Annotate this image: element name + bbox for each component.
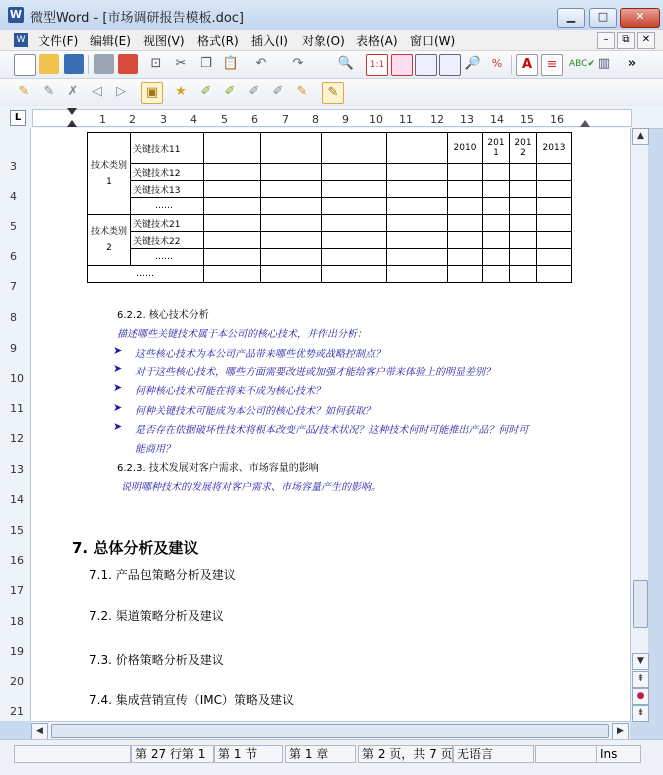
table-cell[interactable]: [448, 215, 483, 232]
menu-table[interactable]: 表格(A): [356, 34, 398, 48]
table-cell[interactable]: [204, 133, 261, 164]
table-cell[interactable]: [510, 164, 537, 181]
table-cell[interactable]: [483, 232, 510, 249]
table-cell[interactable]: [387, 232, 448, 249]
table-cell[interactable]: [448, 198, 483, 215]
insert-field-icon[interactable]: [391, 54, 413, 76]
word-app-icon[interactable]: W: [9, 8, 23, 21]
table-cell[interactable]: [131, 232, 204, 249]
ruler-number: 6: [251, 113, 258, 126]
table-cell[interactable]: [483, 133, 510, 164]
vruler-number: 9: [10, 342, 17, 355]
bullet-icon: ➤: [113, 362, 123, 375]
heading-7-3: 7.3. 价格策略分析及建议: [89, 653, 224, 667]
year-label: 2010: [453, 143, 477, 153]
row-label: 关键技术11: [133, 144, 181, 155]
vruler-number: 5: [10, 220, 17, 233]
standard-toolbar: [0, 51, 663, 79]
scroll-left-button[interactable]: ◀: [31, 723, 48, 740]
menu-object[interactable]: 对象(O): [302, 34, 345, 48]
table-cell[interactable]: [322, 215, 387, 232]
table-cell[interactable]: [510, 198, 537, 215]
doc-icon[interactable]: W: [14, 33, 28, 47]
menu-bar: [0, 30, 663, 51]
row-label: ……: [136, 269, 154, 279]
table-cell[interactable]: [204, 249, 261, 266]
table-cell[interactable]: [261, 232, 322, 249]
table-cell[interactable]: [387, 266, 448, 283]
heading-7: 7. 总体分析及建议: [72, 539, 199, 557]
horizontal-ruler[interactable]: [32, 109, 632, 127]
table-cell[interactable]: [537, 266, 572, 283]
table-cell[interactable]: [483, 181, 510, 198]
spell-check-icon[interactable]: ABC✔: [569, 59, 595, 69]
text-box-icon[interactable]: [415, 54, 437, 76]
format-painter-icon[interactable]: ≡: [541, 54, 563, 76]
prev-icon[interactable]: ◁: [92, 84, 102, 99]
undo-icon[interactable]: ↶: [255, 56, 267, 71]
vruler-number: 20: [10, 675, 24, 688]
vruler-number: 6: [10, 250, 17, 263]
vertical-scrollbar[interactable]: [630, 128, 648, 721]
table-cell[interactable]: [131, 164, 204, 181]
maximize-button[interactable]: □: [589, 8, 617, 28]
heading-7-4: 7.4. 集成营销宣传（IMC）策略及建议: [89, 693, 294, 707]
print-icon[interactable]: [94, 54, 114, 74]
review-icon[interactable]: ✎: [296, 84, 308, 99]
ruler-icon[interactable]: ⊡: [150, 56, 162, 71]
table-row: [88, 232, 572, 249]
window-title: 微型Word - [市场调研报告模板.doc]: [30, 11, 244, 26]
open-folder-icon[interactable]: [39, 54, 59, 74]
bullet-text: 这些核心技术为本公司产品带来哪些优势或战略控制点？: [135, 349, 385, 360]
table-cell[interactable]: [131, 249, 204, 266]
first-indent-marker[interactable]: [67, 108, 77, 115]
row-label: 关键技术21: [133, 219, 181, 230]
table-cell[interactable]: [131, 198, 204, 215]
year-label: 2012: [514, 138, 532, 158]
table-cell[interactable]: [204, 181, 261, 198]
table-cell[interactable]: [322, 133, 387, 164]
menu-file[interactable]: 文件(F): [38, 34, 79, 48]
table-cell[interactable]: [88, 215, 131, 266]
paragraph-text: 描述哪些关键技术属于本公司的核心技术，并作出分析：: [117, 329, 367, 340]
table-cell[interactable]: [261, 266, 322, 283]
row-label: ……: [155, 201, 173, 211]
toolbar-separator: [511, 55, 512, 74]
title-bar: [0, 0, 663, 31]
browse-object-button[interactable]: ●: [632, 688, 649, 705]
ruler-number: 16: [550, 113, 564, 126]
edit-icon[interactable]: ✎: [43, 84, 55, 99]
vruler-number: 4: [10, 190, 17, 203]
ruler-number: 3: [160, 113, 167, 126]
horizontal-scrollbar[interactable]: [31, 721, 630, 739]
table-cell[interactable]: [131, 215, 204, 232]
ruler-number: 5: [221, 113, 228, 126]
table-cell[interactable]: [387, 215, 448, 232]
table-cell[interactable]: [387, 181, 448, 198]
table-cell[interactable]: [448, 164, 483, 181]
menu-insert[interactable]: 插入(I): [251, 34, 288, 48]
mark2-icon[interactable]: ✐: [224, 84, 236, 99]
table-cell[interactable]: [322, 181, 387, 198]
doc-restore-button[interactable]: ⧉: [617, 32, 635, 49]
table-cell[interactable]: [322, 198, 387, 215]
columns-icon[interactable]: [439, 54, 461, 76]
paragraph-text: 说明哪种技术的发展将对客户需求、市场容量产生的影响。: [121, 482, 381, 493]
prev-page-button[interactable]: ⇞: [632, 671, 649, 688]
table-cell[interactable]: [448, 232, 483, 249]
status-bar: [0, 739, 663, 775]
ruler-bar: [0, 106, 663, 129]
row-label: 关键技术13: [133, 185, 181, 196]
table-row: [88, 266, 572, 283]
table-cell[interactable]: [261, 164, 322, 181]
year-label: 2011: [487, 138, 505, 158]
heading-6-2-3: 6.2.3. 技术发展对客户需求、市场容量的影响: [117, 463, 319, 474]
font-color-icon[interactable]: A: [516, 54, 538, 76]
table-cell[interactable]: [510, 266, 537, 283]
menu-format[interactable]: 格式(R): [197, 34, 239, 48]
vruler-number: 21: [10, 705, 24, 718]
paste-icon[interactable]: 📋: [222, 56, 240, 71]
bullet-text-continued: 能商用？: [135, 444, 175, 455]
pdf-icon[interactable]: [118, 54, 138, 74]
ruler-number: 1: [99, 113, 106, 126]
bullet-text: 对于这些核心技术，哪些方面需要改进或加强才能给客户带来体验上的明显差别？: [135, 367, 495, 378]
table-cell[interactable]: [537, 164, 572, 181]
table-cell[interactable]: [387, 249, 448, 266]
find-icon[interactable]: 🔍: [337, 56, 355, 71]
table-row: [88, 181, 572, 198]
table-cell[interactable]: [261, 133, 322, 164]
table-cell[interactable]: [204, 215, 261, 232]
table-cell[interactable]: [204, 232, 261, 249]
row-label: 关键技术12: [133, 168, 181, 179]
table-cell[interactable]: [322, 232, 387, 249]
table-cell[interactable]: [322, 249, 387, 266]
copy-icon[interactable]: ❐: [200, 56, 212, 71]
more-icon[interactable]: »: [627, 56, 637, 71]
new-doc-icon[interactable]: [14, 54, 36, 76]
bullet-icon: ➤: [113, 401, 123, 414]
table-cell[interactable]: [483, 249, 510, 266]
left-indent-marker[interactable]: [67, 120, 77, 127]
row-label: ……: [155, 252, 173, 262]
vruler-number: 14: [10, 493, 24, 506]
table-cell[interactable]: [322, 266, 387, 283]
table-cell[interactable]: [510, 181, 537, 198]
table-row: [88, 215, 572, 232]
status-insert-mode[interactable]: Ins: [596, 745, 641, 763]
menu-edit[interactable]: 编辑(E): [90, 34, 131, 48]
ruler-number: 14: [490, 113, 504, 126]
table-cell[interactable]: [261, 198, 322, 215]
table-cell[interactable]: [322, 164, 387, 181]
mark4-icon[interactable]: ✐: [272, 84, 284, 99]
track-icon[interactable]: ✎: [18, 84, 30, 99]
status-section: 第 1 节: [214, 745, 283, 763]
clipboard-icon[interactable]: ▣: [141, 82, 163, 104]
review-done-icon[interactable]: ✎: [322, 82, 344, 104]
table-cell[interactable]: [387, 198, 448, 215]
table-cell[interactable]: [537, 198, 572, 215]
ruler-number: 15: [520, 113, 534, 126]
table-cell[interactable]: [448, 181, 483, 198]
bullet-icon: ➤: [113, 381, 123, 394]
doc-minimize-button[interactable]: –: [597, 32, 615, 49]
tech-table[interactable]: [87, 132, 572, 283]
ruler-number: 7: [282, 113, 289, 126]
ruler-number: 10: [369, 113, 383, 126]
table-cell[interactable]: [537, 181, 572, 198]
redo-icon[interactable]: ↷: [292, 56, 304, 71]
ruler-number: 8: [312, 113, 319, 126]
toolbar-separator: [88, 55, 89, 74]
table-cell[interactable]: [537, 232, 572, 249]
vruler-number: 13: [10, 463, 24, 476]
table-cell[interactable]: [483, 215, 510, 232]
zoom-percent-icon[interactable]: %: [491, 57, 503, 70]
table-cell[interactable]: [131, 133, 204, 164]
next-page-button[interactable]: ⇟: [632, 705, 649, 722]
doc-close-button[interactable]: ✕: [637, 32, 655, 49]
page-number-icon[interactable]: 1:1: [366, 54, 388, 76]
highlight-icon[interactable]: ★: [175, 84, 187, 99]
menu-view[interactable]: 视图(V): [143, 34, 185, 48]
table-cell[interactable]: [483, 164, 510, 181]
ruler-number: 4: [190, 113, 197, 126]
vruler-number: 10: [10, 372, 24, 385]
bullet-text: 是否存在依据破坏性技术将根本改变产品/技术状况？这种技术何时可能推出产品？何时可: [135, 425, 529, 436]
scroll-right-button[interactable]: ▶: [612, 723, 629, 740]
group-label: 技术类别1: [90, 160, 127, 187]
bullet-text: 何种核心技术可能在将来不成为核心技术？: [135, 386, 325, 397]
ruler-number: 9: [342, 113, 349, 126]
vruler-number: 3: [10, 160, 17, 173]
table-cell[interactable]: [387, 133, 448, 164]
status-blank: [535, 745, 598, 763]
ruler-number: 13: [460, 113, 474, 126]
table-cell[interactable]: [261, 249, 322, 266]
table-cell[interactable]: [204, 164, 261, 181]
chart-icon[interactable]: ▥: [597, 56, 611, 71]
ruler-number: 12: [430, 113, 444, 126]
vertical-scroll-thumb[interactable]: [633, 580, 648, 628]
vruler-number: 11: [10, 402, 24, 415]
horizontal-scroll-thumb[interactable]: [51, 724, 609, 738]
save-icon[interactable]: [64, 54, 84, 74]
mark-icon[interactable]: ✐: [200, 84, 212, 99]
group-label: 技术类别2: [90, 227, 127, 253]
table-cell[interactable]: [448, 249, 483, 266]
row-label: 关键技术22: [133, 236, 181, 247]
delete-comment-icon[interactable]: ✗: [67, 84, 79, 99]
scroll-down-button[interactable]: ▼: [632, 653, 649, 670]
status-language: 无语言: [453, 745, 534, 763]
table-cell[interactable]: [537, 133, 572, 164]
document-page[interactable]: [31, 128, 630, 721]
table-cell[interactable]: [387, 164, 448, 181]
vruler-number: 8: [10, 311, 17, 324]
right-indent-marker[interactable]: [580, 120, 590, 127]
vertical-ruler[interactable]: [0, 128, 31, 721]
minimize-button[interactable]: ▁: [557, 8, 585, 28]
status-chapter: 第 1 章: [285, 745, 356, 763]
vruler-number: 7: [10, 280, 17, 293]
zoom-icon[interactable]: 🔎: [464, 56, 482, 71]
cut-icon[interactable]: ✂: [175, 56, 187, 71]
table-row: [88, 164, 572, 181]
ruler-number: 2: [129, 113, 136, 126]
heading-7-2: 7.2. 渠道策略分析及建议: [89, 609, 224, 623]
table-cell[interactable]: [510, 133, 537, 164]
bullet-text: 何种关键技术可能成为本公司的核心技术？如何获取？: [135, 406, 375, 417]
heading-7-1: 7.1. 产品包策略分析及建议: [89, 568, 236, 582]
next-icon[interactable]: ▷: [116, 84, 126, 99]
table-cell[interactable]: [88, 133, 131, 215]
table-cell[interactable]: [483, 266, 510, 283]
table-row: [88, 198, 572, 215]
table-cell[interactable]: [537, 249, 572, 266]
heading-6-2-2: 6.2.2. 核心技术分析: [117, 310, 209, 321]
table-cell[interactable]: [448, 133, 483, 164]
table-cell[interactable]: [261, 181, 322, 198]
scroll-up-button[interactable]: ▲: [632, 128, 649, 145]
table-row: [88, 133, 572, 164]
table-cell[interactable]: [510, 215, 537, 232]
table-cell[interactable]: [261, 215, 322, 232]
table-cell[interactable]: [204, 266, 261, 283]
table-cell[interactable]: [204, 198, 261, 215]
close-button[interactable]: ✕: [620, 8, 660, 28]
status-empty: [14, 745, 131, 763]
bullet-icon: ➤: [113, 420, 123, 433]
bullet-icon: ➤: [113, 344, 123, 357]
ruler-number: 11: [399, 113, 413, 126]
vruler-number: 15: [10, 524, 24, 537]
table-cell[interactable]: [131, 181, 204, 198]
status-position: 第 27 行第 1: [131, 745, 214, 763]
vruler-number: 12: [10, 432, 24, 445]
table-cell[interactable]: [510, 249, 537, 266]
mark3-icon[interactable]: ✐: [248, 84, 260, 99]
vruler-number: 18: [10, 615, 24, 628]
vruler-number: 19: [10, 645, 24, 658]
table-row: [88, 249, 572, 266]
vruler-number: 17: [10, 584, 24, 597]
vruler-number: 16: [10, 554, 24, 567]
status-pages: 第 2 页，共 7 页: [358, 745, 453, 763]
table-cell[interactable]: [537, 215, 572, 232]
table-cell[interactable]: [88, 266, 204, 283]
table-cell[interactable]: [483, 198, 510, 215]
tab-stop-selector[interactable]: L: [10, 110, 26, 126]
table-cell[interactable]: [510, 232, 537, 249]
review-toolbar: [0, 79, 663, 107]
year-label: 2013: [542, 143, 566, 153]
menu-window[interactable]: 窗口(W): [410, 34, 456, 48]
table-cell[interactable]: [448, 266, 483, 283]
